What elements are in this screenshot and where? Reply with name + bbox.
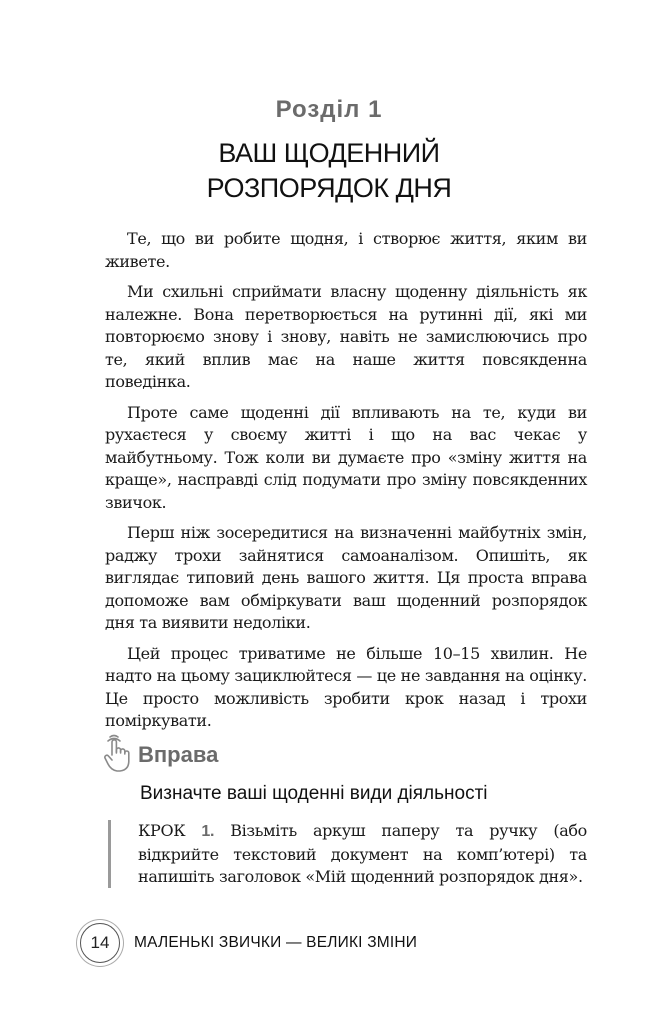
step-block (108, 820, 587, 888)
chapter-title-line-1: ВАШ ЩОДЕННИЙ (218, 138, 440, 168)
exercise-subtitle: Визначте ваші щоденні види діяльності (140, 783, 488, 804)
step-label: КРОК (138, 821, 186, 840)
paragraph: Цей процес триватиме не більше 10–15 хвилин. Не надто на цьому зациклюйтеся — це не завдання на оцінку. Це просто можливість зробити крок назад і трохи поміркувати. (105, 643, 587, 730)
exercise-title: Вправа (138, 742, 219, 767)
chapter-title (0, 136, 658, 206)
body-text (105, 228, 587, 741)
exercise-header (100, 735, 218, 775)
page-footer (80, 921, 417, 965)
paragraph: Перш ніж зосередитися на визначенні майбутніх змін, раджу трохи зайнятися самоаналізом. Опишіть, як виглядає типовий день вашого життя. Ця проста вправа допоможе вам обміркувати ваш щоденний розпорядок дня та виявити недоліки. (105, 523, 587, 632)
finger-tap-icon (100, 733, 136, 777)
chapter-label: Розділ 1 (275, 96, 383, 123)
chapter-title-line-2: РОЗПОРЯДОК ДНЯ (206, 173, 452, 203)
step-number: 1. (201, 823, 215, 840)
running-title: МАЛЕНЬКІ ЗВИЧКИ — ВЕЛИКІ ЗМІНИ (134, 934, 418, 951)
step-text: Візьміть аркуш паперу та ручку (або відкрийте текстовий документ на комп’ютері) та напишіть заголовок «Мій щоденний розпорядок дня». (138, 821, 587, 886)
paragraph: Проте саме щоденні дії впливають на те, куди ви рухаєтеся у своєму житті і що на вас чекає у майбутньому. Тож коли ви думаєте про «зміну життя на краще», насправді слід подумати про зміну повсякденних звичок. (105, 402, 587, 512)
paragraph: Те, що ви робите щодня, і створює життя, яким ви живете. (105, 229, 587, 271)
paragraph: Ми схильні сприймати власну щоденну діяльність як належне. Вона перетворюється на рутинні дії, які ми повторюємо знову і знову, навіть не замислюючись про те, який вплив має на наше життя повсякденна поведінка. (105, 282, 587, 391)
page-number: 14 (80, 923, 120, 963)
